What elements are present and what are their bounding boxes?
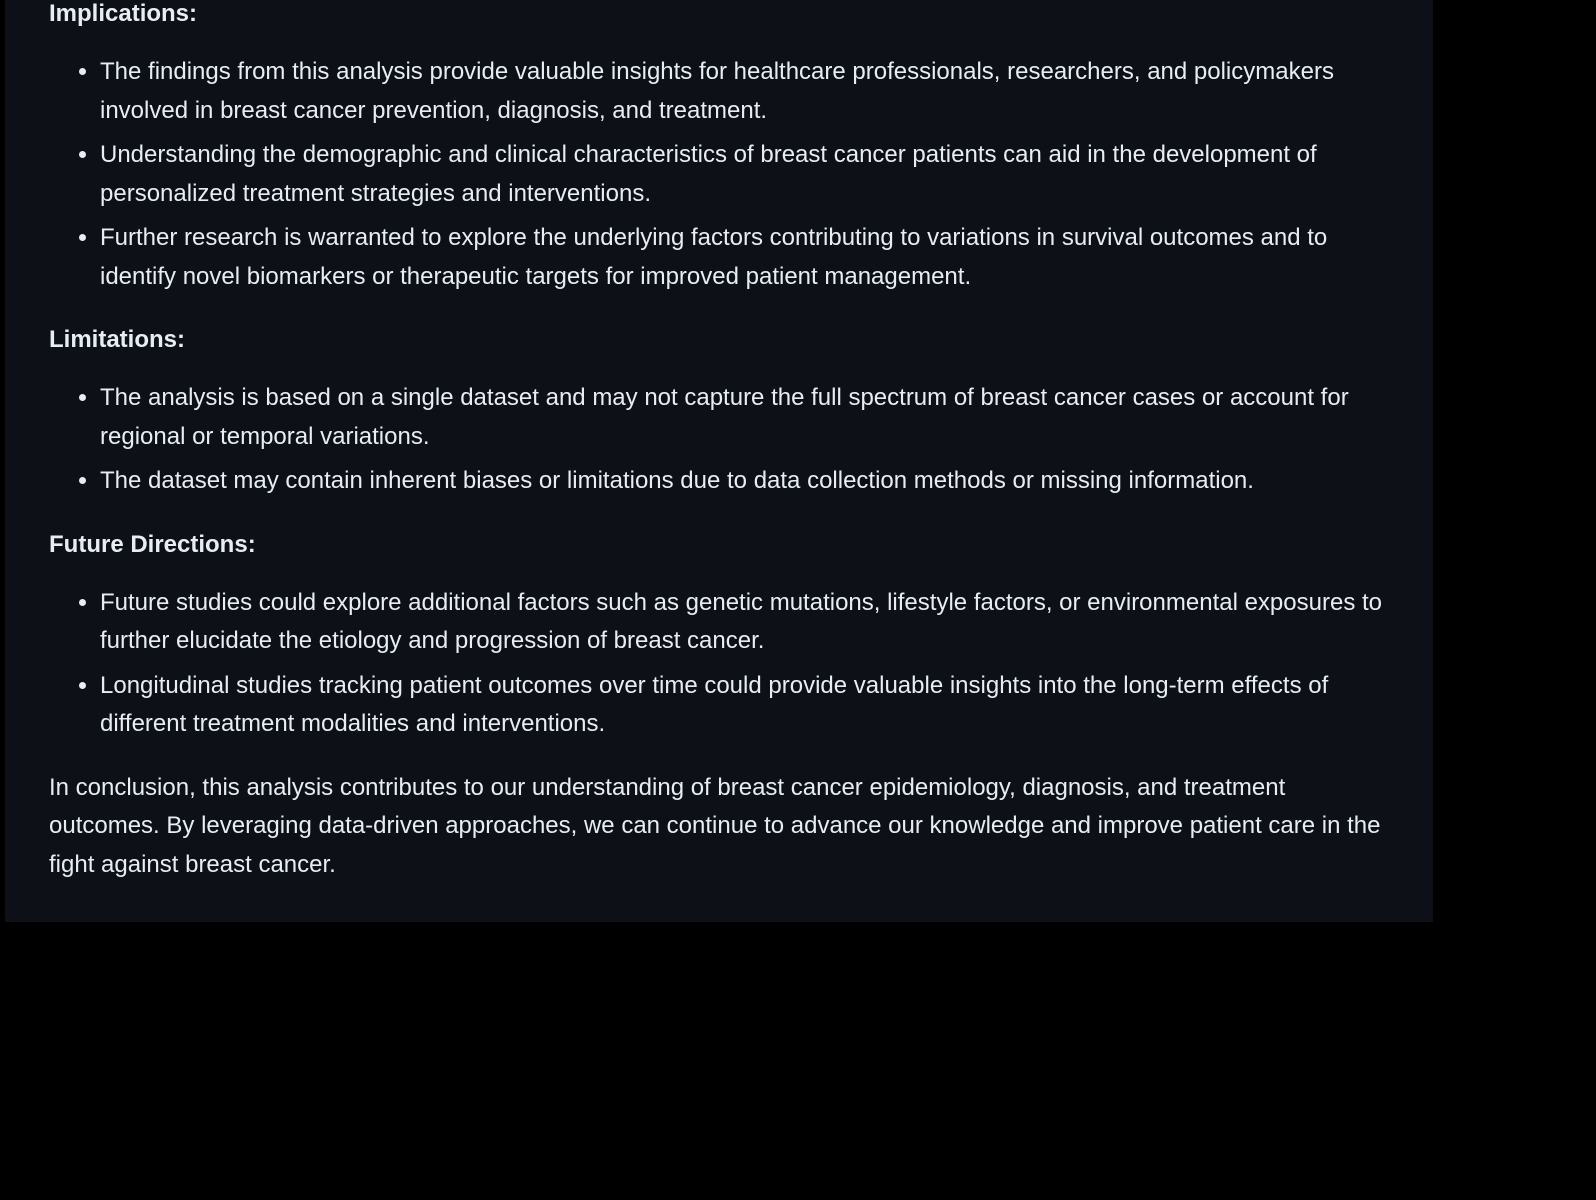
list-item: • Understanding the demographic and clinical characteristics of breast cancer patients can aid in the development of personalized treatment strategies and interventions. [100,136,1389,213]
implications-heading: Implications: [49,0,198,27]
limitations-heading: Limitations: [49,326,185,353]
message-content [49,0,1389,884]
future-directions-heading: Future Directions: [49,530,256,558]
list-item: • Future studies could explore additional factors such as genetic mutations, lifestyle factors, or environmental exposures to further elucidate the etiology and progression of breast cancer. [100,584,1389,661]
list-item: • Longitudinal studies tracking patient outcomes over time could provide valuable insights into the long-term effects of different treatment modalities and interventions. [100,667,1389,744]
message-panel [5,0,1433,922]
limitations-list [49,379,1389,501]
list-item: • The findings from this analysis provide valuable insights for healthcare professionals, researchers, and policymakers involved in breast cancer prevention, diagnosis, and treatment. [100,53,1389,130]
conclusion-paragraph: In conclusion, this analysis contributes to our understanding of breast cancer epidemiology, diagnosis, and treatment outcomes. By leveraging data-driven approaches, we can continue to advance our knowledge and improve patient care in the fight against breast cancer. [49,773,1381,878]
list-item: • The analysis is based on a single dataset and may not capture the full spectrum of breast cancer cases or account for regional or temporal variations. [100,379,1389,456]
future-directions-list [49,584,1389,744]
implications-list [49,53,1389,296]
list-item: • Further research is warranted to explore the underlying factors contributing to variations in survival outcomes and to identify novel biomarkers or therapeutic targets for improved patient management. [100,219,1389,296]
list-item: • The dataset may contain inherent biases or limitations due to data collection methods or missing information. [100,462,1389,501]
